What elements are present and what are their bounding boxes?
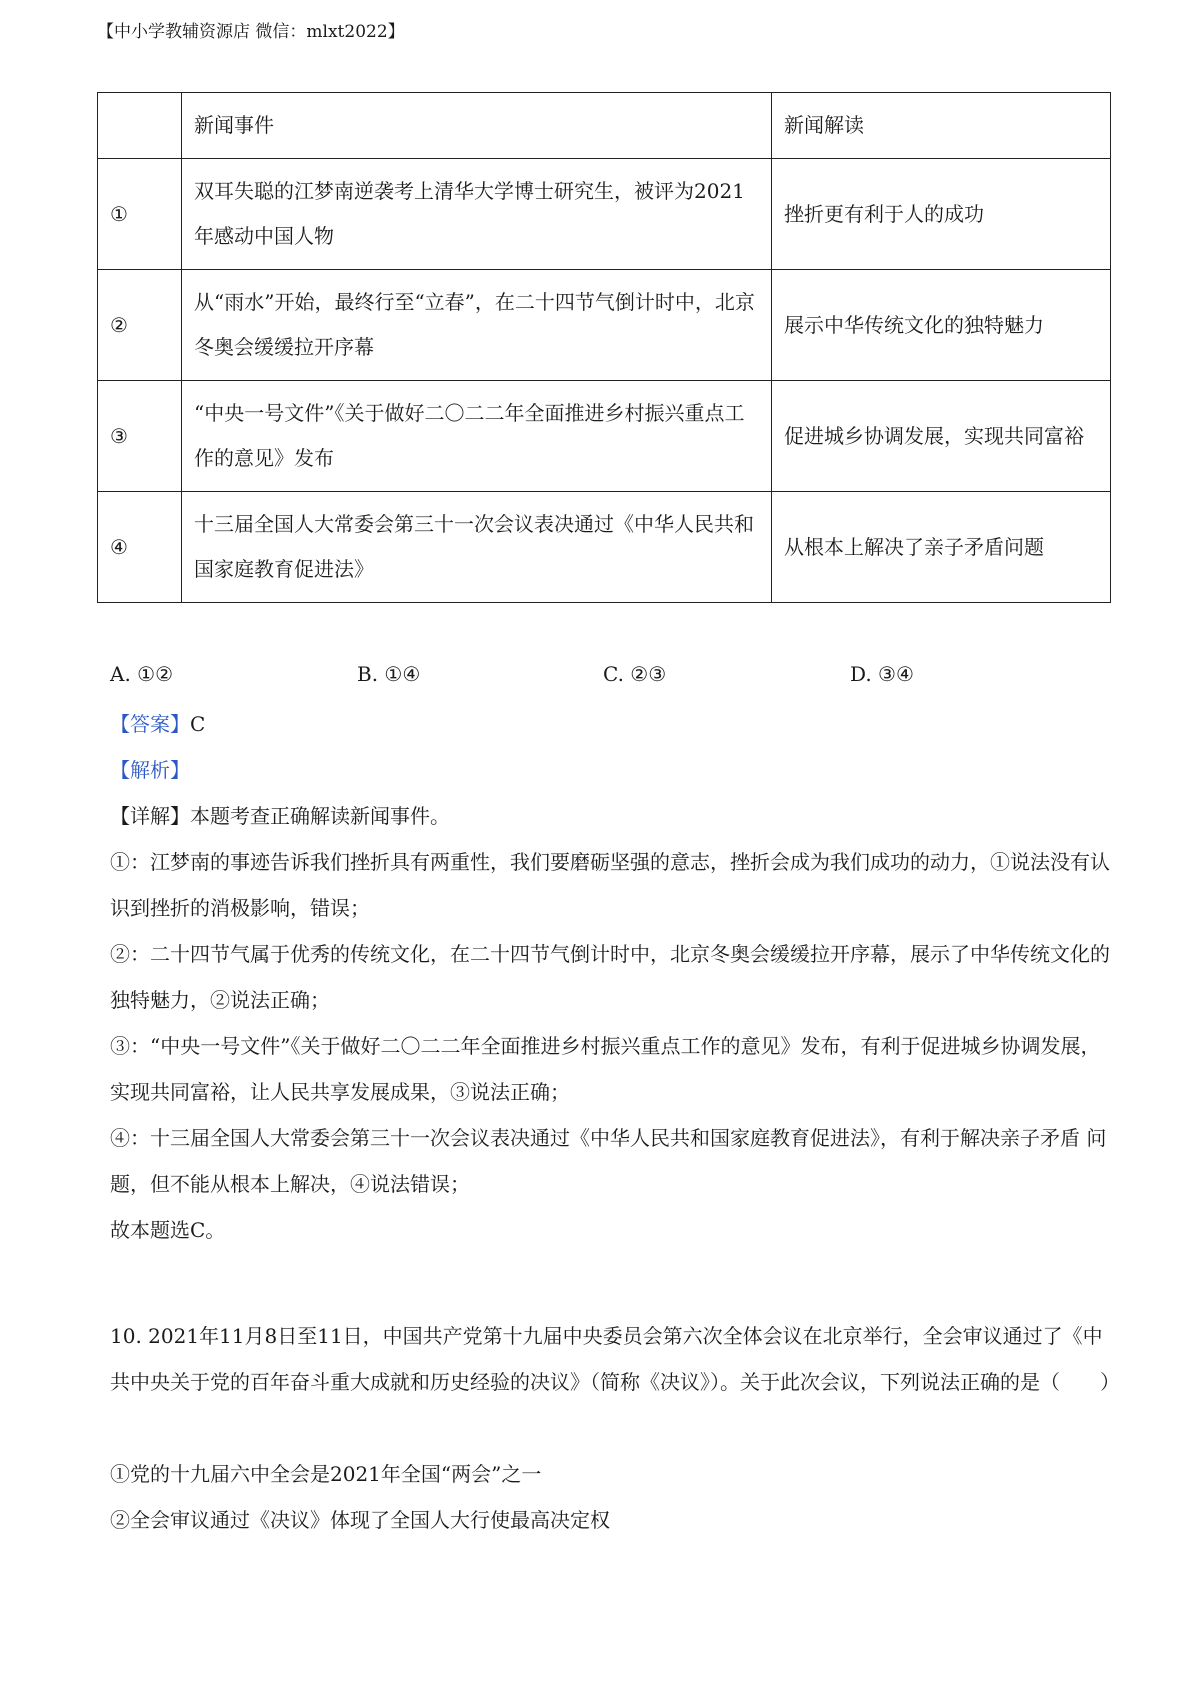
question-10-stem: 10. 2021年11月8日至11日，中国共产党第十九届中央委员会第六次全体会议在北京举行，全会审议通过了《中共中央关于党的百年奋斗重大成就和历史经验的决议》（简称《决议》）。关于此次会议，下列说法正确的是（ ）	[110, 1324, 1120, 1394]
source-header: 【中小学教辅资源店 微信：mlxt2022】	[97, 22, 405, 42]
detail-text: 本题考查正确解读新闻事件。	[190, 804, 450, 828]
answer-value: C	[190, 712, 206, 736]
table-row	[98, 159, 1111, 270]
option-b: B. ①④	[357, 662, 421, 686]
answer-line	[110, 701, 1110, 747]
row-event: 从“雨水”开始，最终行至“立春”，在二十四节气倒计时中，北京冬奥会缓缓拉开序幕	[182, 270, 772, 381]
news-table	[97, 92, 1111, 603]
table-row	[98, 381, 1111, 492]
detail-line	[110, 793, 1110, 839]
table-row	[98, 270, 1111, 381]
row-number: ②	[98, 270, 182, 381]
table-row	[98, 492, 1111, 603]
row-number: ①	[98, 159, 182, 270]
row-interpretation: 促进城乡协调发展，实现共同富裕	[772, 381, 1111, 492]
explanation-4: ④：十三届全国人大常委会第三十一次会议表决通过《中华人民共和国家庭教育促进法》，有利于解决亲子矛盾 问题，但不能从根本上解决，④说法错误；	[110, 1126, 1107, 1196]
row-number: ④	[98, 492, 182, 603]
question-10-item-2: ②全会审议通过《决议》体现了全国人大行使最高决定权	[110, 1508, 610, 1532]
table-header-blank	[98, 93, 182, 159]
conclusion: 故本题选C。	[110, 1218, 226, 1242]
option-a: A. ①②	[110, 662, 174, 686]
explanation-2: ②：二十四节气属于优秀的传统文化，在二十四节气倒计时中，北京冬奥会缓缓拉开序幕，展示了中华传统文化的独特魅力，②说法正确；	[110, 942, 1110, 1012]
option-d: D. ③④	[850, 662, 914, 686]
table-header-interp: 新闻解读	[772, 93, 1111, 159]
row-number: ③	[98, 381, 182, 492]
row-interpretation: 展示中华传统文化的独特魅力	[772, 270, 1111, 381]
table-header-row	[98, 93, 1111, 159]
row-event: 双耳失聪的江梦南逆袭考上清华大学博士研究生，被评为2021年感动中国人物	[182, 159, 772, 270]
table-header-event: 新闻事件	[182, 93, 772, 159]
row-interpretation: 挫折更有利于人的成功	[772, 159, 1111, 270]
answer-label: 【答案】	[110, 712, 190, 736]
question-10-item-1: ①党的十九届六中全会是2021年全国“两会”之一	[110, 1462, 542, 1486]
detail-label: 【详解】	[110, 804, 190, 828]
option-c: C. ②③	[603, 662, 667, 686]
analysis-label: 【解析】	[110, 758, 190, 782]
explanation-1: ①：江梦南的事迹告诉我们挫折具有两重性，我们要磨砺坚强的意志，挫折会成为我们成功的动力，①说法没有认识到挫折的消极影响，错误；	[110, 850, 1110, 920]
answer-options	[110, 662, 1110, 692]
row-event: 十三届全国人大常委会第三十一次会议表决通过《中华人民共和国家庭教育促进法》	[182, 492, 772, 603]
row-interpretation: 从根本上解决了亲子矛盾问题	[772, 492, 1111, 603]
row-event: “中央一号文件”《关于做好二〇二二年全面推进乡村振兴重点工作的意见》发布	[182, 381, 772, 492]
explanation-3: ③：“中央一号文件”《关于做好二〇二二年全面推进乡村振兴重点工作的意见》发布，有利于促进城乡协调发展，实现共同富裕，让人民共享发展成果，③说法正确；	[110, 1034, 1101, 1104]
